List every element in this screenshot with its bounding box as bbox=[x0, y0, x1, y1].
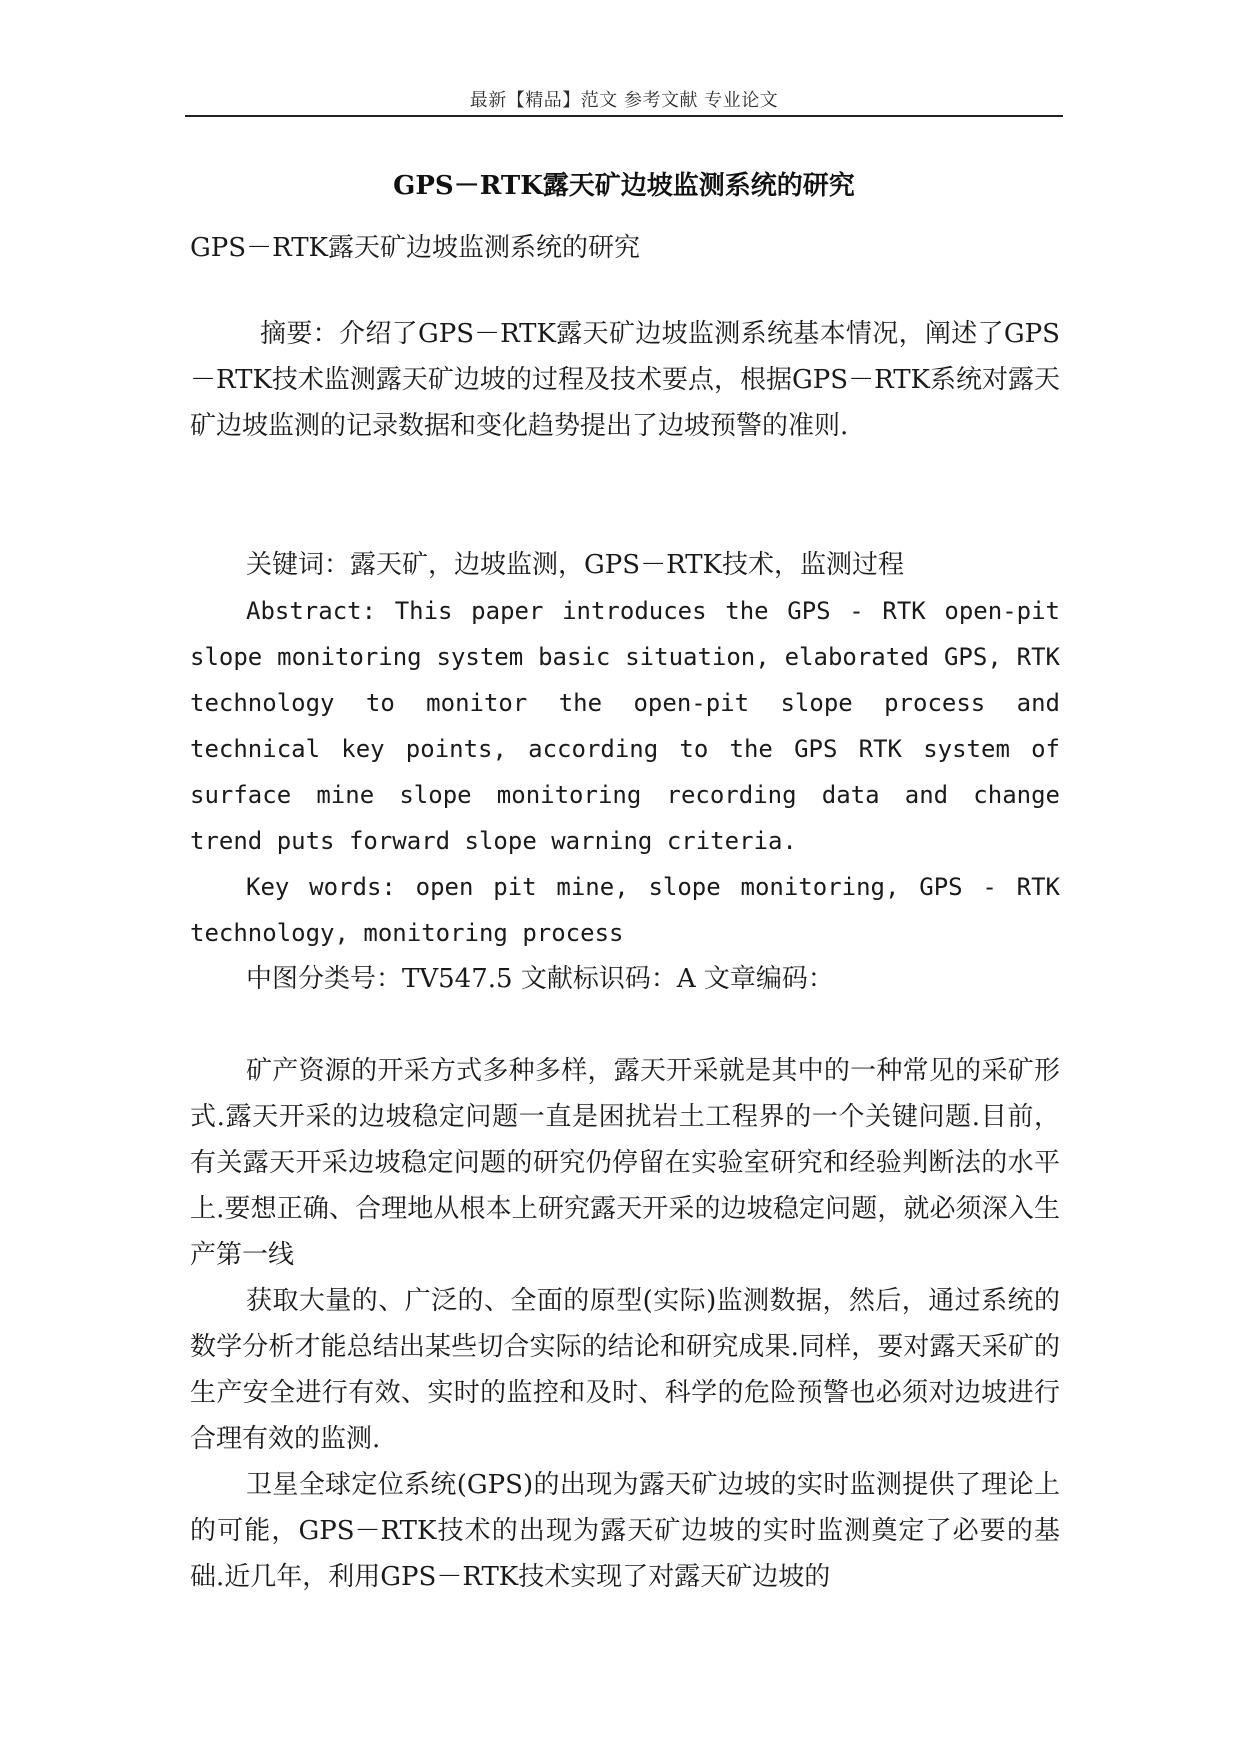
classification bbox=[190, 956, 1060, 1002]
abstract-cn-text: 摘要：介绍了GPS－RTK露天矿边坡监测系统基本情况，阐述了GPS－RTK技术监测露天矿边坡的过程及技术要点，根据GPS－RTK系统对露天矿边坡监测的记录数据和变化趋势提出了边坡预警的准则. bbox=[190, 319, 1060, 441]
keywords-cn-text: 关键词：露天矿，边坡监测，GPS－RTK技术，监测过程 bbox=[246, 550, 904, 580]
body-paragraph: 卫星全球定位系统(GPS)的出现为露天矿边坡的实时监测提供了理论上的可能，GPS－RTK技术的出现为露天矿边坡的实时监测奠定了必要的基础.近几年，利用GPS－RTK技术实现了对露天矿边坡的 bbox=[190, 1470, 1060, 1592]
abstract-en-text: Abstract: This paper introduces the GPS - RTK open-pit slope monitoring system basic situation, elaborated GPS, RTK technology to monitor the open-pit slope process and technical key points, according to the GPS RTK system of surface mine slope monitoring recording data and change trend puts forward slope warning criteria. bbox=[190, 597, 1060, 855]
document-subtitle: GPS－RTK露天矿边坡监测系统的研究 bbox=[190, 233, 640, 263]
body-paragraph: 矿产资源的开采方式多种多样，露天开采就是其中的一种常见的采矿形式.露天开采的边坡稳定问题一直是困扰岩土工程界的一个关键问题.目前，有关露天开采边坡稳定问题的研究仍停留在实验室研究和经验判断法的水平上.要想正确、合理地从根本上研究露天开采的边坡稳定问题，就必须深入生产第一线 bbox=[190, 1056, 1060, 1270]
abstract-en bbox=[190, 588, 1060, 864]
keywords-en bbox=[190, 864, 1060, 956]
abstract-cn bbox=[190, 311, 1060, 449]
page-header: 最新【精品】范文 参考文献 专业论文 bbox=[469, 90, 779, 111]
document-title: GPS－RTK露天矿边坡监测系统的研究 bbox=[393, 171, 855, 201]
keywords-cn bbox=[190, 542, 1060, 588]
body-paragraph: 获取大量的、广泛的、全面的原型(实际)监测数据，然后，通过系统的数学分析才能总结出某些切合实际的结论和研究成果.同样，要对露天采矿的生产安全进行有效、实时的监控和及时、科学的危险预警也必须对边坡进行合理有效的监测. bbox=[190, 1286, 1060, 1454]
body-text bbox=[190, 1048, 1060, 1600]
classification-text: 中图分类号：TV547.5 文献标识码：A 文章编码： bbox=[246, 964, 834, 994]
keywords-en-text: Key words: open pit mine, slope monitoring, GPS - RTK technology, monitoring process bbox=[190, 873, 1060, 947]
header-divider bbox=[185, 115, 1063, 117]
